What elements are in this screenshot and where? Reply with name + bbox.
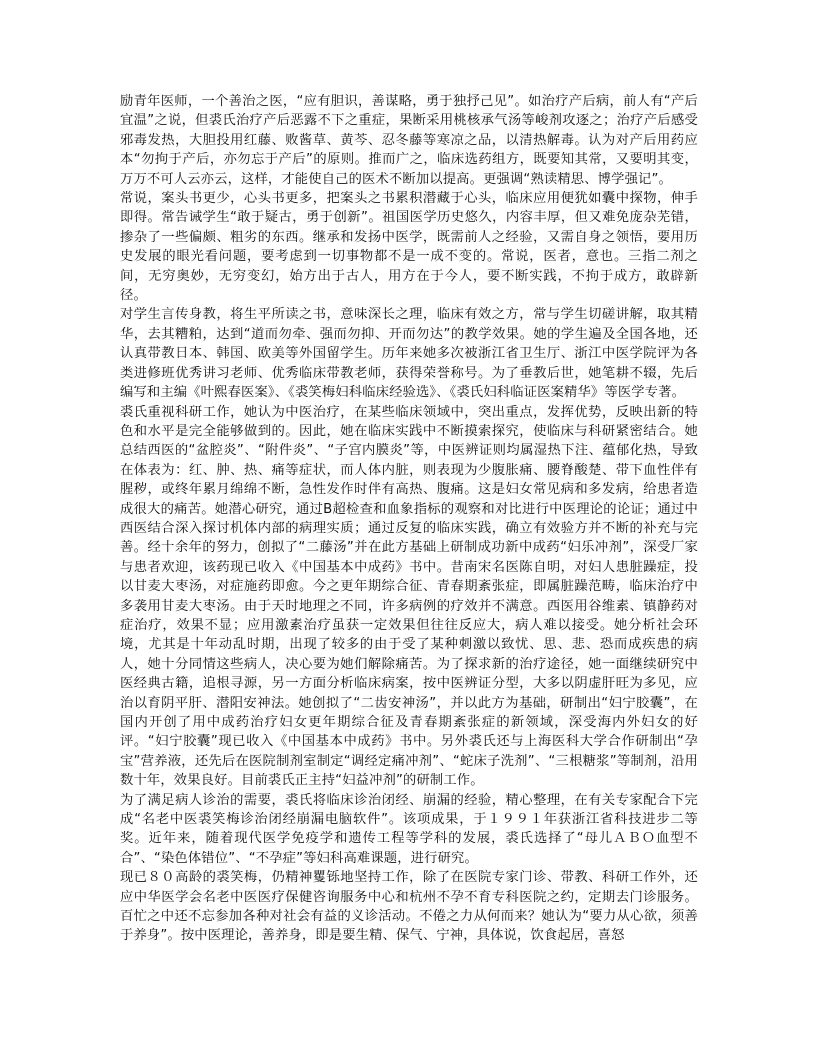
paragraph-4: 裘氏重视科研工作，她认为中医治疗，在某些临床领域中，突出重点，发挥优势，反映出新的特色和水平是完全能够做到的。因此，她在临床实践中不断摸索探究，使临床与科研紧密结合。她总结西医的“盆腔炎”、“附件炎”、“子宫内膜炎”等，中医辨证则均属湿热下注、蕴郁化热，导致在体表为：红、肿、热、痛等症状，而人体内脏，则表现为少腹胀痛、腰脊酸楚、带下血性伴有腥秽，或终年累月绵绵不断，急性发作时伴有高热、腹痛。这是妇女常见病和多发病，给患者造成很大的痛苦。她潜心研究，通过B超检查和血象指标的观察和对比进行中医理论的论证；通过中西医结合深入探讨机体内部的病理实质；通过反复的临床实践，确立有效验方并不断的补充与完善。经十余年的努力，创拟了“二藤汤”并在此方基础上研制成功新中成药“妇乐冲剂”，深受厂家与患者欢迎，该药现已收入《中国基本中成药》书中。昔南宋名医陈自明，对妇人患脏躁症，投以甘麦大枣汤，对症施药即愈。今之更年期综合征、青春期紊张症，即属脏躁范畴，临床治疗中多袭用甘麦大枣汤。由于天时地理之不同，许多病例的疗效并不满意。西医用谷维素、镇静药对症治疗，效果不显；应用激素治疗虽获一定效果但往往反应大，病人难以接受。她分析社会环境，尤其是十年动乱时期，出现了较多的由于受了某种刺激以致忧、思、悲、恐而成疾患的病人，她十分同情这些病人，决心要为她们解除痛苦。为了探求新的治疗途径，她一面继续研究中医经典古籍，追根寻源，另一方面分析临床病案，按中医辨证分型，大多以阴虚肝旺为多见，应治以育阴平肝、潜阳安神法。她创拟了“二齿安神汤”，并以此方为基础，研制出“妇宁胶囊”，在国内开创了用中成药治疗妇女更年期综合征及青春期紊张症的新领域，深受海内外妇女的好评。“妇宁胶囊”现已收入《中国基本中成药》书中。另外裘氏还与上海医科大学合作研制出“孕宝”营养液，还先后在医院制剂室制定“调经定痛冲剂”、“蛇床子洗剂”、“三根糖浆”等制剂，沿用数十年，效果良好。目前裘氏正主持“妇益冲剂”的研制工作。 bbox=[120, 404, 698, 789]
document-page bbox=[120, 92, 698, 946]
paragraph-6: 现已８０高龄的裘笑梅，仍精神矍铄地坚持工作，除了在医院专家门诊、带教、科研工作外，还应中华医学会名老中医医疗保健咨询服务中心和杭州不孕不育专科医院之约，定期去门诊服务。百忙之中还不忘参加各种对社会有益的义诊活动。不倦之力从何而来？她认为“要力从心欲，须善于养身”。按中医理论，善养身，即是要生精、保气、宁神，具体说，饮食起居，喜怒 bbox=[120, 870, 698, 944]
paragraph-5: 为了满足病人诊治的需要，裘氏将临床诊治闭经、崩漏的经验，精心整理，在有关专家配合下完成“名老中医裘笑梅诊治闭经崩漏电脑软件”。该项成果，于１９９１年获浙江省科技进步二等奖。近年来，随着现代医学免疫学和遗传工程等学科的发展，裘氏选择了“母儿ＡＢＯ血型不合”、“染色体错位”、“不孕症”等妇科高难课题，进行研究。 bbox=[120, 792, 698, 866]
paragraph-3: 对学生言传身教，将生平所读之书，意味深长之理，临床有效之方，常与学生切磋讲解，取其精华，去其糟粕，达到“道而勿牵、强而勿抑、开而勿达”的教学效果。她的学生遍及全国各地，还认真带教日本、韩国、欧美等外国留学生。历年来她多次被浙江省卫生厅、浙江中医学院评为各类进修班优秀讲习老师、优秀临床带教老师，获得荣誉称号。为了垂教后世，她笔耕不辍，先后编写和主编《叶熙春医案》、《裘笑梅妇科临床经验选》、《裘氏妇科临证医案精华》等医学专著。 bbox=[120, 307, 698, 401]
paragraph-1: 励青年医师，一个善治之医，“应有胆识，善谋略，勇于独抒己见”。如治疗产后病，前人有“产后宜温”之说，但裘氏治疗产后恶露不下之重症，果断采用桃核承气汤等峻剂攻逐之；治疗产后感受邪毒发热，大胆投用红藤、败酱草、黄芩、忍冬藤等寒凉之品，以清热解毒。认为对产后用药应本“勿拘于产后，亦勿忘于产后”的原则。推而广之，临床选药组方，既要知其常，又要明其变，万万不可人云亦云，这样，才能使自己的医术不断加以提高。更强调“熟读精思、博学强记”。 bbox=[120, 94, 698, 187]
paragraph-2: 常说，案头书更少，心头书更多，把案头之书累积潜藏于心头，临床应用便犹如囊中探物，伸手即得。常告诫学生“敢于疑古，勇于创新”。祖国医学历史悠久，内容丰厚，但又难免庞杂芜错，掺杂了一些偏颇、粗劣的东西。继承和发扬中医学，既需前人之经验，又需自身之领悟，要用历史发展的眼光看问题，要考虑到一切事物都不是一成不变的。常说，医者，意也。三指二剂之间，无穷奥妙，无穷变幻，始方出于古人，用方在于今人，要不断实践，不拘于成方，敢辟新径。 bbox=[120, 191, 698, 304]
